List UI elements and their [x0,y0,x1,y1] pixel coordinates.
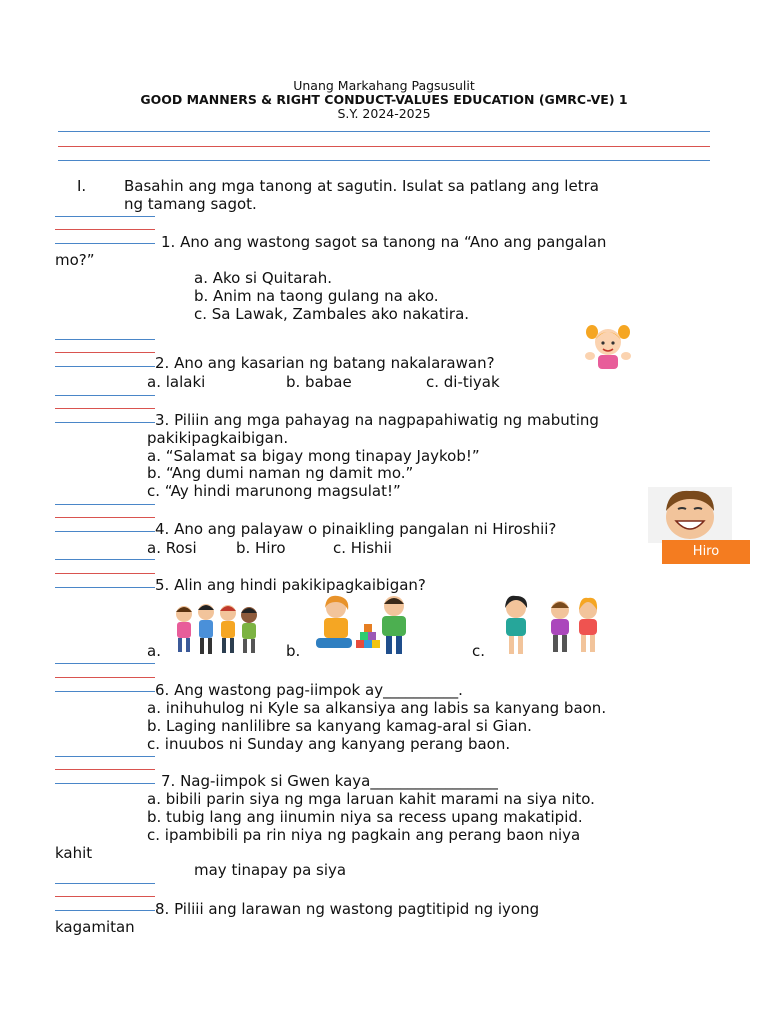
answer-line [55,573,155,574]
answer-line [55,769,155,770]
q1-option-b: b. Anim na taong gulang na ako. [194,287,439,305]
answer-line [55,395,155,396]
section-instruction-2: ng tamang sagot. [124,195,257,213]
hiro-label: Hiro [662,540,750,564]
answer-line [55,883,155,884]
q7-option-c-1: c. ipambibili pa rin niya ng pagkain ang perang baon niya [147,826,581,844]
answer-line [55,422,155,423]
q7-option-c-2: kahit [55,844,93,862]
school-year: S.Y. 2024-2025 [337,106,431,121]
q3-option-b: b. “Ang dumi naman ng damit mo.” [147,464,414,482]
girl-image [582,320,634,370]
q1-text-1: 1. Ano ang wastong sagot sa tanong na “Ano ang pangalan [161,233,607,251]
section-number: I. [77,177,87,195]
section-instruction-1: Basahin ang mga tanong at sagutin. Isulat sa patlang ang letra [124,177,599,195]
header-rule-red [58,146,710,147]
q2-text: 2. Ano ang kasarian ng batang nakalarawan? [155,354,495,372]
q3-option-c: c. “Ay hindi marunong magsulat!” [147,482,401,500]
q6-option-a: a. inihuhulog ni Kyle sa alkansiya ang labis sa kanyang baon. [147,699,607,717]
answer-line [55,366,155,367]
exam-title: GOOD MANNERS & RIGHT CONDUCT-VALUES EDUCATION (GMRC-VE) 1 [140,92,628,107]
q8-text-2: kagamitan [55,918,135,936]
q4-option-a: a. Rosi [147,539,197,557]
answer-line [55,531,155,532]
kids-group-image [170,600,262,658]
kids-playing-blocks-image [308,594,418,658]
answer-line [55,587,155,588]
q8-text-1: 8. Piliii ang larawan ng wastong pagtitipid ng iyong [155,900,540,918]
answer-line [55,408,155,409]
answer-line [55,352,155,353]
answer-line [55,559,155,560]
header-rule-blue-2 [58,160,710,161]
q3-option-a: a. “Salamat sa bigay mong tinapay Jaykob!” [147,447,480,465]
exam-subtitle: Unang Markahang Pagsusulit [293,78,475,93]
answer-line [55,504,155,505]
q1-option-c: c. Sa Lawak, Zambales ako nakatira. [194,305,470,323]
answer-line [55,783,155,784]
q3-text-2: pakikipagkaibigan. [147,429,289,447]
q7-text: 7. Nag-iimpok si Gwen kaya_________________ [161,772,498,790]
answer-line [55,229,155,230]
answer-line [55,339,155,340]
q4-option-c: c. Hishii [333,539,392,557]
answer-line [55,243,155,244]
boy-image [648,487,732,543]
q5-option-c: c. [472,642,486,660]
q7-option-a: a. bibili parin siya ng mga laruan kahit marami na siya nito. [147,790,595,808]
q6-option-b: b. Laging nanlilibre sa kanyang kamag-aral si Gian. [147,717,532,735]
q1-option-a: a. Ako si Quitarah. [194,269,333,287]
q4-option-b: b. Hiro [236,539,286,557]
q2-option-a: a. lalaki [147,373,206,391]
q5-option-a: a. [147,642,161,660]
q3-text-1: 3. Piliin ang mga pahayag na nagpapahiwatig ng mabuting [155,411,599,429]
q7-option-c-3: may tinapay pa siya [194,861,347,879]
answer-line [55,517,155,518]
q7-option-b: b. tubig lang ang iinumin niya sa recess upang makatipid. [147,808,583,826]
q1-text-2: mo?” [55,251,95,269]
header-rule-blue-1 [58,131,710,132]
answer-line [55,216,155,217]
q2-option-b: b. babae [286,373,352,391]
q5-option-b: b. [286,642,301,660]
answer-line [55,756,155,757]
q6-option-c: c. inuubos ni Sunday ang kanyang perang baon. [147,735,511,753]
q6-text: 6. Ang wastong pag-iimpok ay__________. [155,681,463,699]
answer-line [55,691,155,692]
children-excluding-image [494,594,610,658]
answer-line [55,677,155,678]
answer-line [55,663,155,664]
answer-line [55,896,155,897]
q2-option-c: c. di-tiyak [426,373,500,391]
answer-line [55,910,155,911]
q5-text: 5. Alin ang hindi pakikipagkaibigan? [155,576,426,594]
q4-text: 4. Ano ang palayaw o pinaikling pangalan ni Hiroshii? [155,520,557,538]
